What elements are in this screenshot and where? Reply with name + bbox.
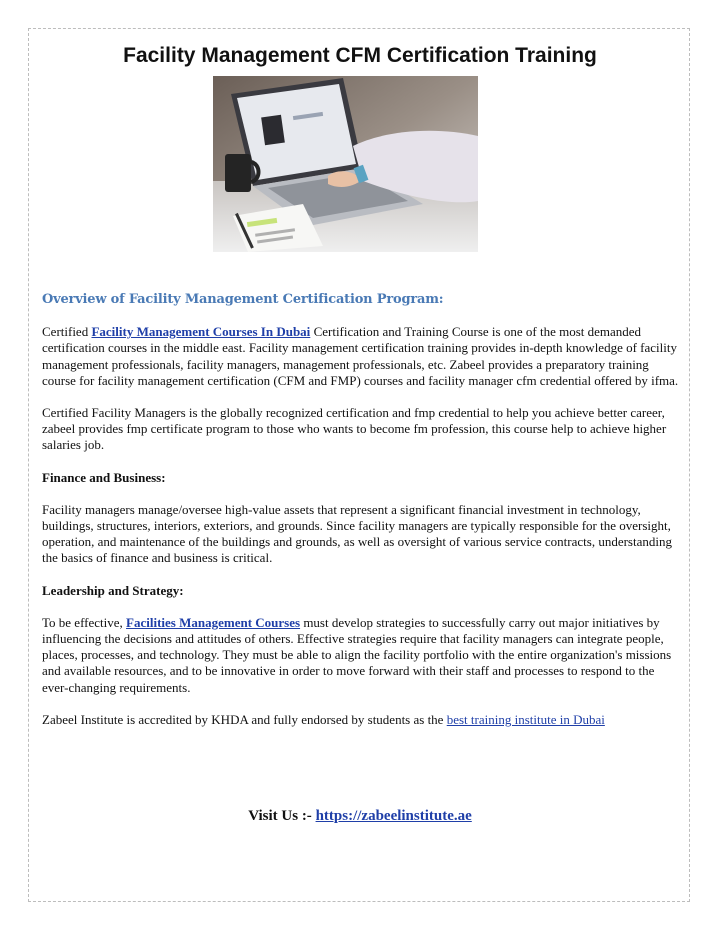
laptop-workspace-photo-icon (213, 76, 478, 252)
website-link[interactable]: https://zabeelinstitute.ae (315, 808, 472, 824)
intro-text-after: Certification and Training Course is one of the most demanded certification courses in the middle east. Facility management certification training provides in-depth knowledge of facility management professionals, facility managers, management professionals, etc. Zabeel provides a preparatory training course for facility management certification (CFM and FMP) courses and facility manager cfm credential offered by ifma. (42, 324, 679, 388)
leadership-text-after: must develop strategies to successfully carry out major initiatives by influencing the decisions and attitudes of others. Effective strategies require that facility managers can integrate people, places, processes, and technology. They must be able to align the facility portfolio with the entire organization's missions and available resources, and to be innovative in order to move forward with their staff and processes to respond to the ever-changing requirements. (42, 614, 672, 695)
article-body (42, 292, 682, 744)
zabeel-text-before: Zabeel Institute is accredited by KHDA and fully endorsed by students as the (42, 711, 447, 727)
overview-heading: Overview of Facility Management Certification Program: (42, 292, 444, 307)
visit-us-label: Visit Us :- (248, 808, 316, 824)
leadership-heading: Leadership and Strategy: (42, 582, 184, 598)
visit-us-line (0, 808, 720, 825)
finance-heading: Finance and Business: (42, 469, 166, 485)
page-title: Facility Management CFM Certification Training (123, 44, 597, 67)
leadership-text-before: To be effective, (42, 614, 127, 630)
leadership-paragraph (42, 615, 682, 696)
zabeel-paragraph (42, 712, 682, 728)
intro-paragraph (42, 324, 682, 389)
facilities-management-courses-link[interactable]: Facilities Management Courses (126, 614, 301, 630)
facility-management-courses-link[interactable]: Facility Management Courses In Dubai (91, 324, 311, 340)
intro-text-before: Certified (42, 324, 92, 340)
certified-managers-paragraph: Certified Facility Managers is the globally recognized certification and fmp credential to help you achieve better career, zabeel provides fmp certificate program to those who wants to become fm profession, this course help to achieve higher salaries job. (42, 405, 667, 453)
finance-paragraph: Facility managers manage/oversee high-value assets that represent a significant financial investment in technology, buildings, structures, interiors, exteriors, and grounds. Since facility managers are typically responsible for the oversight, operation, and maintenance of the buildings and grounds, as well as oversight of various service contracts, understanding the basics of finance and business is critical. (42, 501, 672, 566)
best-training-institute-link[interactable]: best training institute in Dubai (446, 711, 605, 727)
